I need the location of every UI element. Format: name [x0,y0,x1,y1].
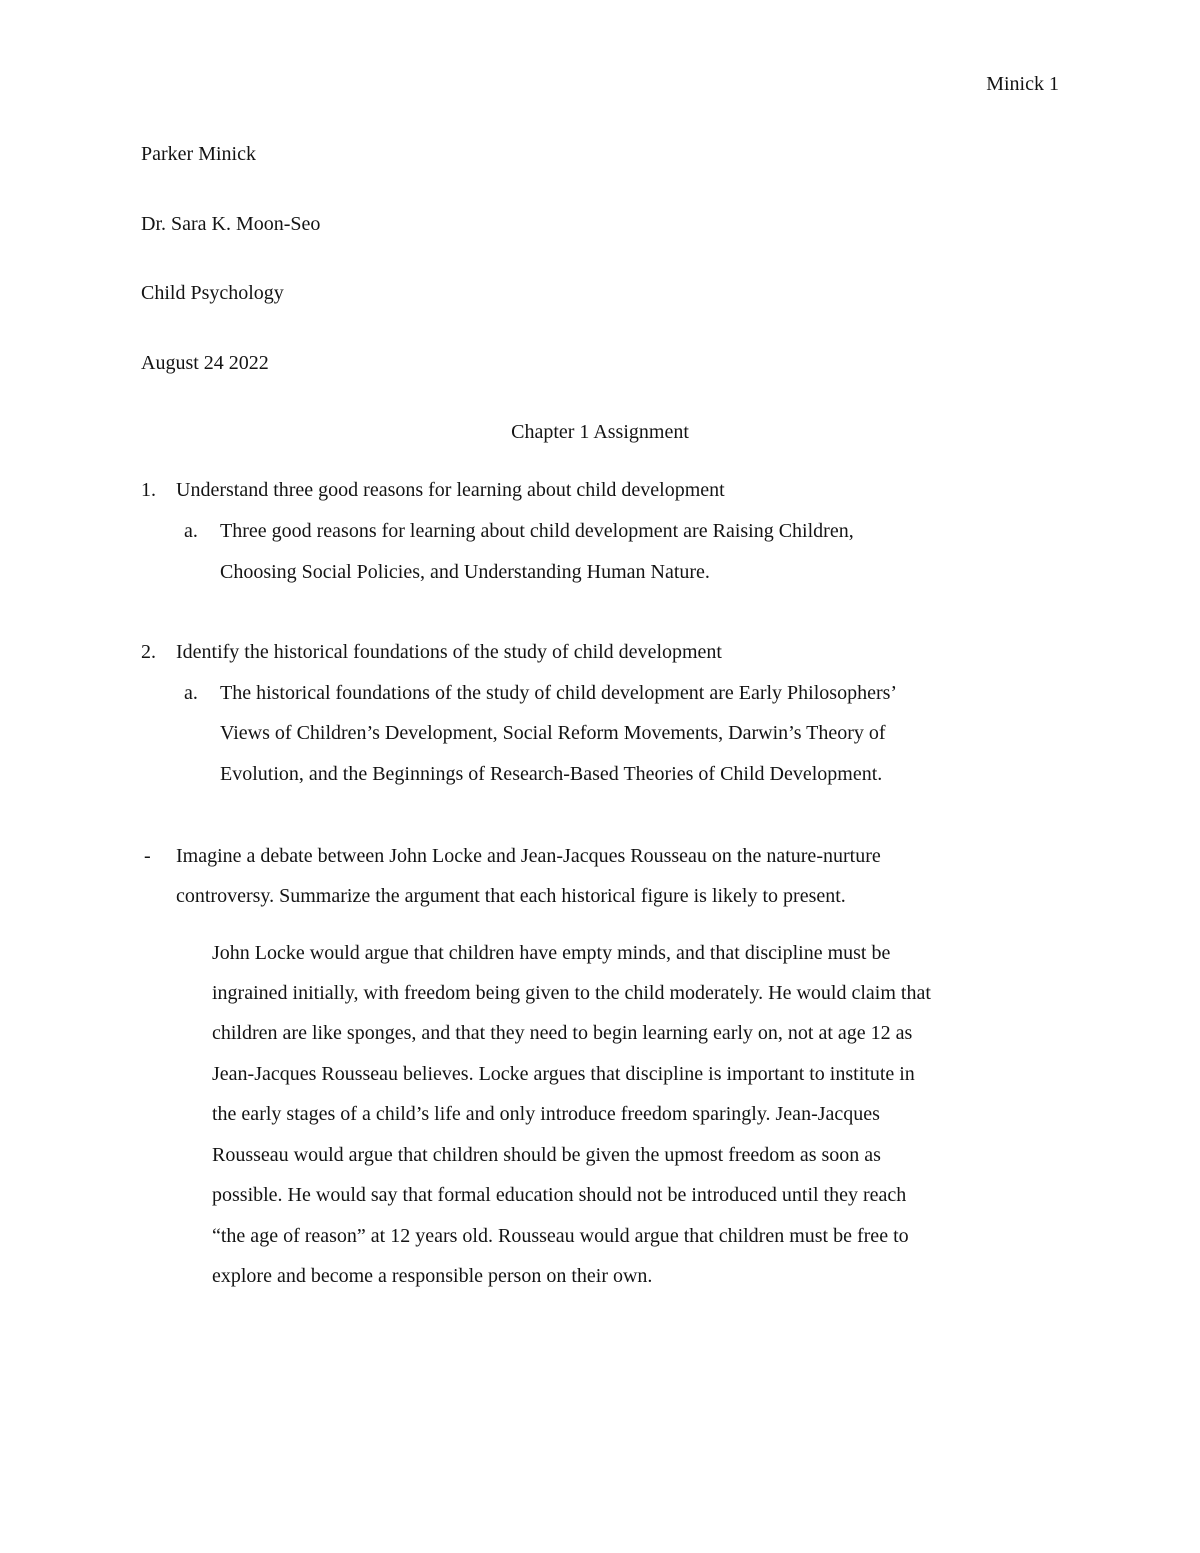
answer-line: Views of Children’s Development, Social Reform Movements, Darwin’s Theory of [220,722,886,744]
response-line: explore and become a responsible person on their own. [212,1265,653,1287]
prompt-marker: - [144,845,151,867]
answer-line: Choosing Social Policies, and Understanding Human Nature. [220,561,710,583]
answer-line: Three good reasons for learning about child development are Raising Children, [220,520,854,542]
sub-marker: a. [184,520,198,542]
course-name: Child Psychology [141,282,284,304]
list-number: 1. [141,479,156,501]
student-name: Parker Minick [141,143,256,165]
answer-line: The historical foundations of the study of child development are Early Philosophers’ [220,682,898,704]
response-line: ingrained initially, with freedom being given to the child moderately. He would claim that [212,982,931,1004]
running-head: Minick 1 [986,73,1059,95]
instructor-name: Dr. Sara K. Moon-Seo [141,213,321,235]
response-line: John Locke would argue that children have empty minds, and that discipline must be [212,942,891,964]
prompt-line: Imagine a debate between John Locke and Jean-Jacques Rousseau on the nature-nurture [176,845,881,867]
response-line: Rousseau would argue that children should be given the upmost freedom as soon as [212,1144,881,1166]
question-text: Understand three good reasons for learning about child development [176,479,725,501]
response-line: Jean-Jacques Rousseau believes. Locke argues that discipline is important to institute in [212,1063,915,1085]
sub-marker: a. [184,682,198,704]
response-line: possible. He would say that formal education should not be introduced until they reach [212,1184,907,1206]
question-text: Identify the historical foundations of the study of child development [176,641,722,663]
response-line: the early stages of a child’s life and only introduce freedom sparingly. Jean-Jacques [212,1103,880,1125]
response-line: children are like sponges, and that they need to begin learning early on, not at age 12 as [212,1022,913,1044]
list-number: 2. [141,641,156,663]
response-line: “the age of reason” at 12 years old. Rousseau would argue that children must be free to [212,1225,909,1247]
answer-line: Evolution, and the Beginnings of Research-Based Theories of Child Development. [220,763,883,785]
page-title: Chapter 1 Assignment [511,421,689,443]
prompt-line: controversy. Summarize the argument that each historical figure is likely to present. [176,885,846,907]
date: August 24 2022 [141,352,269,374]
